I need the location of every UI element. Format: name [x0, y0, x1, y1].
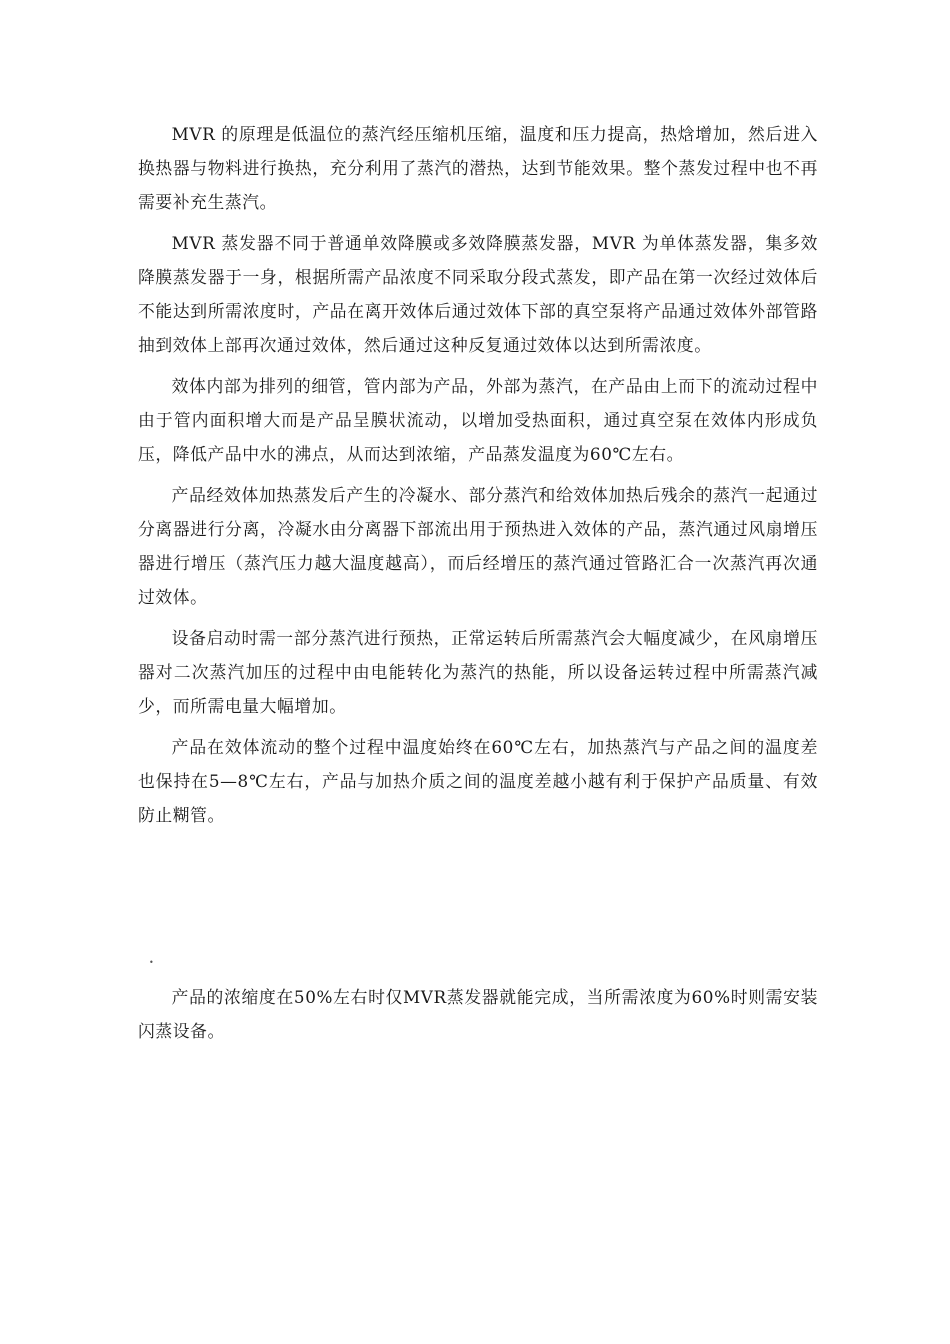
stray-mark: • [149, 958, 154, 967]
document-body [138, 117, 818, 1041]
paragraph-effect-body-interior: 效体内部为排列的细管，管内部为产品，外部为蒸汽，在产品由上而下的流动过程中由于管内面积增大而是产品呈膜状流动，以增加受热面积，通过真空泵在效体内形成负压，降低产品中水的沸点，从而达到浓缩，产品蒸发温度为60℃左右。 [138, 376, 818, 464]
paragraph-concentration: 产品的浓缩度在50%左右时仅MVR蒸发器就能完成，当所需浓度为60%时则需安装闪蒸设备。 [138, 987, 818, 1041]
paragraph-separator-process: 产品经效体加热蒸发后产生的冷凝水、部分蒸汽和给效体加热后残余的蒸汽一起通过分离器进行分离，冷凝水由分离器下部流出用于预热进入效体的产品，蒸汽通过风扇增压器进行增压（蒸汽压力越大温度越高），而后经增压的蒸汽通过管路汇合一次蒸汽再次通过效体。 [138, 485, 818, 607]
paragraph-mvr-principle: MVR 的原理是低温位的蒸汽经压缩机压缩，温度和压力提高，热焓增加，然后进入换热器与物料进行换热，充分利用了蒸汽的潜热，达到节能效果。整个蒸发过程中也不再需要补充生蒸汽。 [138, 124, 818, 212]
paragraph-mvr-evaporator: MVR 蒸发器不同于普通单效降膜或多效降膜蒸发器，MVR 为单体蒸发器，集多效降膜蒸发器于一身，根据所需产品浓度不同采取分段式蒸发，即产品在第一次经过效体后不能达到所需浓度时，产品在离开效体后通过效体下部的真空泵将产品通过效体外部管路抽到效体上部再次通过效体，然后通过这种反复通过效体以达到所需浓度。 [138, 233, 818, 355]
paragraph-startup-preheat: 设备启动时需一部分蒸汽进行预热，正常运转后所需蒸汽会大幅度减少，在风扇增压器对二次蒸汽加压的过程中由电能转化为蒸汽的热能，所以设备运转过程中所需蒸汽减少，而所需电量大幅增加。 [138, 628, 818, 716]
paragraph-temperature-difference: 产品在效体流动的整个过程中温度始终在60℃左右，加热蒸汽与产品之间的温度差也保持在5—8℃左右，产品与加热介质之间的温度差越小越有利于保护产品质量、有效防止糊管。 [138, 737, 818, 825]
